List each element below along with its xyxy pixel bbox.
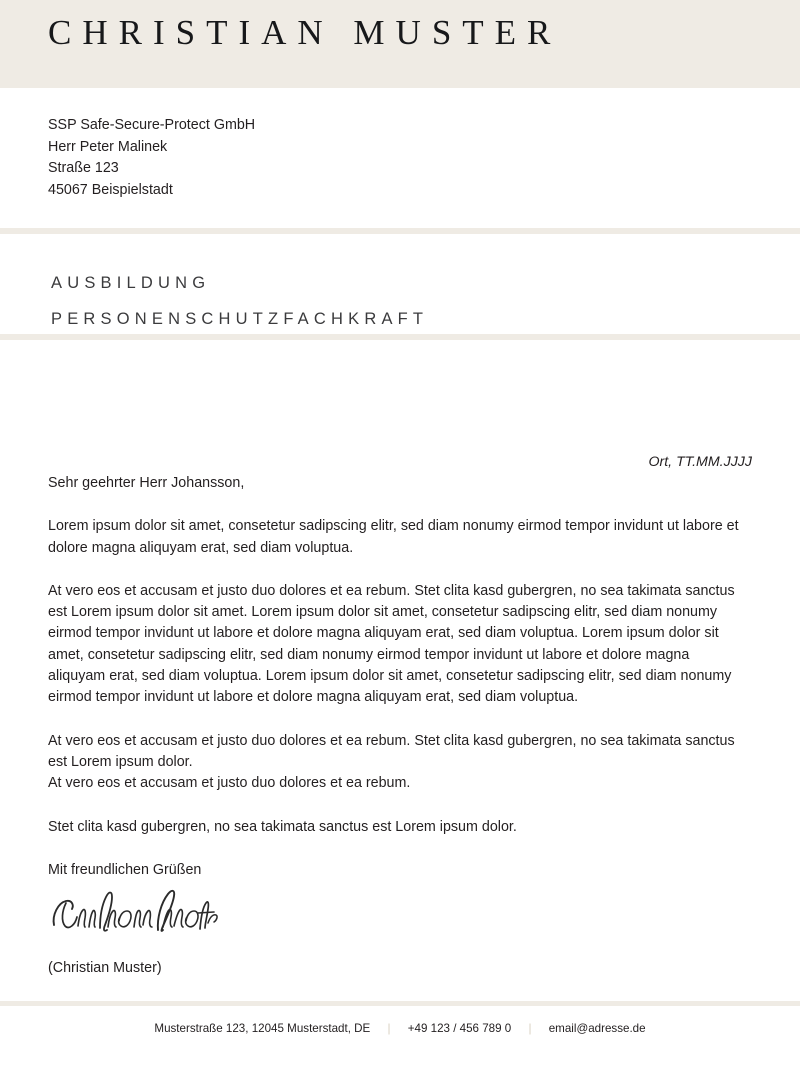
footer-address: Musterstraße 123, 12045 Musterstadt, DE	[154, 1022, 371, 1035]
recipient-address-line-3: Straße 123	[48, 160, 119, 176]
body-paragraph-2: At vero eos et accusam et justo duo dolores et ea rebum. Stet clita kasd gubergren, no sea takimata sanctus est Lorem ipsum dolor sit amet. Lorem ipsum dolor sit amet, consetetur sadipscing elitr, sed diam nonumy eirmod tempor invidunt ut labore et dolore magna aliquyam erat, sed diam voluptua. Lorem ipsum dolor sit amet, consetetur sadipscing elitr, sed diam nonumy eirmod tempor invidunt ut labore et dolore magna aliquyam erat, sed diam voluptua. Lorem ipsum dolor sit amet, consetetur sadipscing elitr, sed diam nonumy eirmod tempor invidunt ut labore et dolore magna aliquyam erat, sed diam voluptua.	[48, 582, 735, 706]
body-paragraph-3-line-1: At vero eos et accusam et justo duo dolores et ea rebum. Stet clita kasd gubergren, no sea takimata sanctus est Lorem ipsum dolor.	[48, 732, 735, 770]
subject-line-primary: AUSBILDUNG	[51, 274, 211, 292]
divider-rule-below-subject	[0, 334, 800, 340]
page-footer	[0, 1022, 800, 1035]
footer-separator-2: |	[528, 1022, 532, 1035]
recipient-address-line-1: SSP Safe-Secure-Protect GmbH	[48, 117, 256, 133]
recipient-address-block	[48, 115, 255, 201]
recipient-address-line-2: Herr Peter Malinek	[48, 138, 168, 155]
signature-strokes	[48, 885, 218, 940]
footer-email: email@adresse.de	[548, 1022, 646, 1035]
letterhead-name: CHRISTIAN MUSTER	[48, 13, 562, 52]
letter-body	[48, 473, 741, 881]
subject-band	[0, 234, 800, 334]
body-paragraph-3	[48, 731, 741, 795]
salutation: Sehr geehrter Herr Johansson,	[48, 475, 245, 491]
body-paragraph-1: Lorem ipsum dolor sit amet, consetetur sadipscing elitr, sed diam nonumy eirmod tempor invidunt ut labore et dolore magna aliquyam erat, sed diam voluptua.	[48, 518, 739, 556]
closing-greeting: Mit freundlichen Grüßen	[48, 861, 202, 878]
recipient-address-line-4: 45067 Beispielstadt	[48, 181, 173, 198]
divider-rule-footer	[0, 1001, 800, 1006]
body-paragraph-3-line-2: At vero eos et accusam et justo duo dolores et ea rebum.	[48, 775, 411, 792]
signature-caption: (Christian Muster)	[48, 960, 162, 976]
date-line: Ort, TT.MM.JJJJ	[648, 454, 752, 470]
letterhead-banner	[0, 0, 800, 88]
body-paragraph-4: Stet clita kasd gubergren, no sea takimata sanctus est Lorem ipsum dolor.	[48, 818, 517, 835]
footer-separator-1: |	[387, 1022, 391, 1035]
footer-phone: +49 123 / 456 789 0	[407, 1022, 512, 1035]
subject-line-secondary: PERSONENSCHUTZFACHKRAFT	[51, 310, 429, 328]
signature-image	[48, 885, 218, 940]
